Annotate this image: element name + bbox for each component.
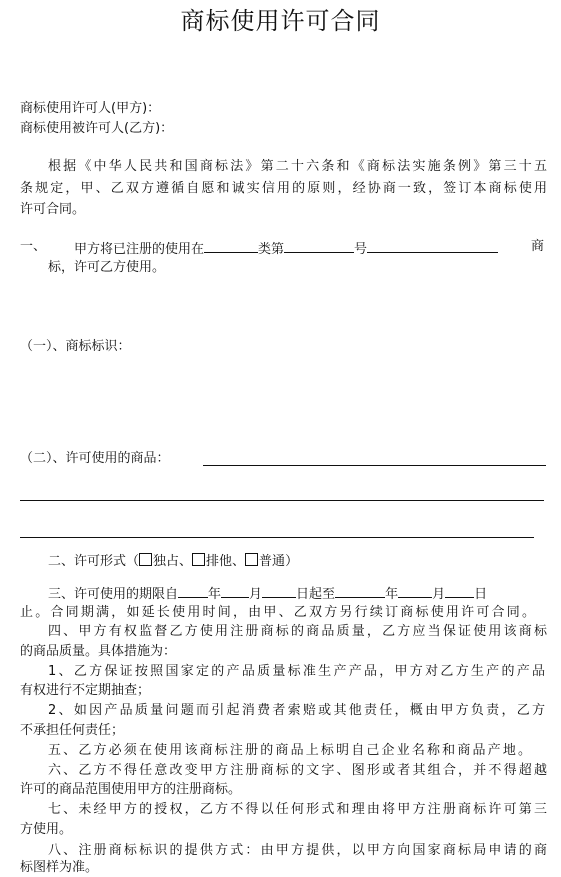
clause-1-line-2: 标，许可乙方使用。 (48, 260, 166, 275)
preamble-line-3: 许可合同。 (20, 202, 86, 217)
clause-3-line-1 (48, 583, 487, 604)
clause-6-line-2: 许可的商品范围使用甲方的注册商标。 (20, 782, 242, 797)
document-title: 商标使用许可合同 (180, 7, 381, 35)
start-day-blank[interactable] (262, 583, 296, 598)
end-month-blank[interactable] (398, 583, 432, 598)
licensor-label: 商标使用许可人(甲方)： (20, 101, 161, 116)
preamble-line-2: 条规定，甲、乙双方遵循自愿和诚实信用的原则，经协商一致，签订本商标使用 (20, 181, 547, 196)
clause-1-text-c: 号 (354, 242, 368, 257)
licensed-goods-label: （二）、许可使用的商品： (20, 451, 170, 466)
clause-1-text-d: 商 (531, 239, 545, 254)
preamble-line-1: 根据《中华人民共和国商标法》第二十六条和《商标法实施条例》第三十五 (48, 159, 547, 174)
licensed-goods-blank-1[interactable] (203, 465, 546, 466)
start-day-label: 日起至 (296, 587, 336, 602)
sole-label: 排他、 (206, 554, 246, 569)
measure-2-line-1: 2、如因产品质量问题而引起消费者索赔或其他责任，概由甲方负责，乙方 (48, 703, 545, 718)
exclusive-label: 独占、 (153, 554, 193, 569)
general-label: 普通 (259, 554, 286, 569)
start-month-blank[interactable] (221, 583, 249, 598)
licensed-goods-blank-2[interactable] (20, 500, 544, 501)
clause-1-text-b: 类第 (258, 242, 285, 257)
clause-8-line-2: 标图样为准。 (20, 860, 99, 875)
end-month-label: 月 (432, 587, 446, 602)
end-day-blank[interactable] (445, 583, 474, 598)
registration-class-blank[interactable] (284, 238, 354, 253)
end-year-label: 年 (385, 587, 399, 602)
clause-7-line-2: 方使用。 (20, 822, 73, 837)
general-checkbox[interactable] (245, 553, 258, 566)
start-month-label: 月 (249, 587, 263, 602)
clause-6-line-1: 六、乙方不得任意改变甲方注册商标的文字、图形或者其组合，并不得超越 (48, 763, 547, 778)
measure-2-line-2: 不承担任何责任； (20, 723, 125, 738)
clause-1-number: 一、 (20, 239, 47, 254)
clause-5: 五、乙方必须在使用该商标注册的商品上标明自己企业名称和商品产地。 (48, 743, 531, 758)
licensee-label: 商标使用被许可人(乙方)： (20, 121, 174, 136)
clause-2-license-type (48, 553, 298, 571)
start-year-blank[interactable] (178, 583, 208, 598)
measure-1-line-2: 有权进行不定期抽查； (20, 683, 151, 698)
clause-4-line-1: 四、甲方有权监督乙方使用注册商标的商品质量，乙方应当保证使用该商标 (48, 624, 547, 639)
clause-8-line-1: 八、注册商标标识的提供方式：由甲方提供，以甲方向国家商标局申请的商 (48, 843, 547, 858)
measure-1-line-1: 1、乙方保证按照国家定的产品质量标准生产产品，甲方对乙方生产的产品 (48, 664, 545, 679)
clause-3-line-2: 止。合同期满，如延长使用时间，由甲、乙双方另行续订商标使用许可合同。 (20, 605, 535, 620)
licensed-goods-blank-3[interactable] (20, 537, 534, 538)
exclusive-checkbox[interactable] (139, 553, 152, 566)
end-day-label: 日 (474, 587, 488, 602)
end-year-blank[interactable] (335, 583, 385, 598)
clause-2-prefix: 二、许可形式（ (48, 554, 140, 569)
clause-2-suffix: ） (285, 554, 299, 569)
clause-1-text-a: 甲方将已注册的使用在 (74, 242, 205, 257)
trademark-mark-label: （一）、商标标识： (20, 339, 131, 354)
clause-7-line-1: 七、未经甲方的授权，乙方不得以任何形式和理由将甲方注册商标许可第三 (48, 802, 547, 817)
class-blank[interactable] (204, 238, 258, 253)
clause-3-text: 三、许可使用的期限自 (48, 587, 179, 602)
clause-1-line-1 (74, 238, 498, 259)
registration-number-blank[interactable] (367, 238, 498, 253)
sole-checkbox[interactable] (192, 553, 205, 566)
start-year-label: 年 (208, 587, 222, 602)
clause-4-line-2: 的商品质量。具体措施为： (20, 644, 177, 659)
